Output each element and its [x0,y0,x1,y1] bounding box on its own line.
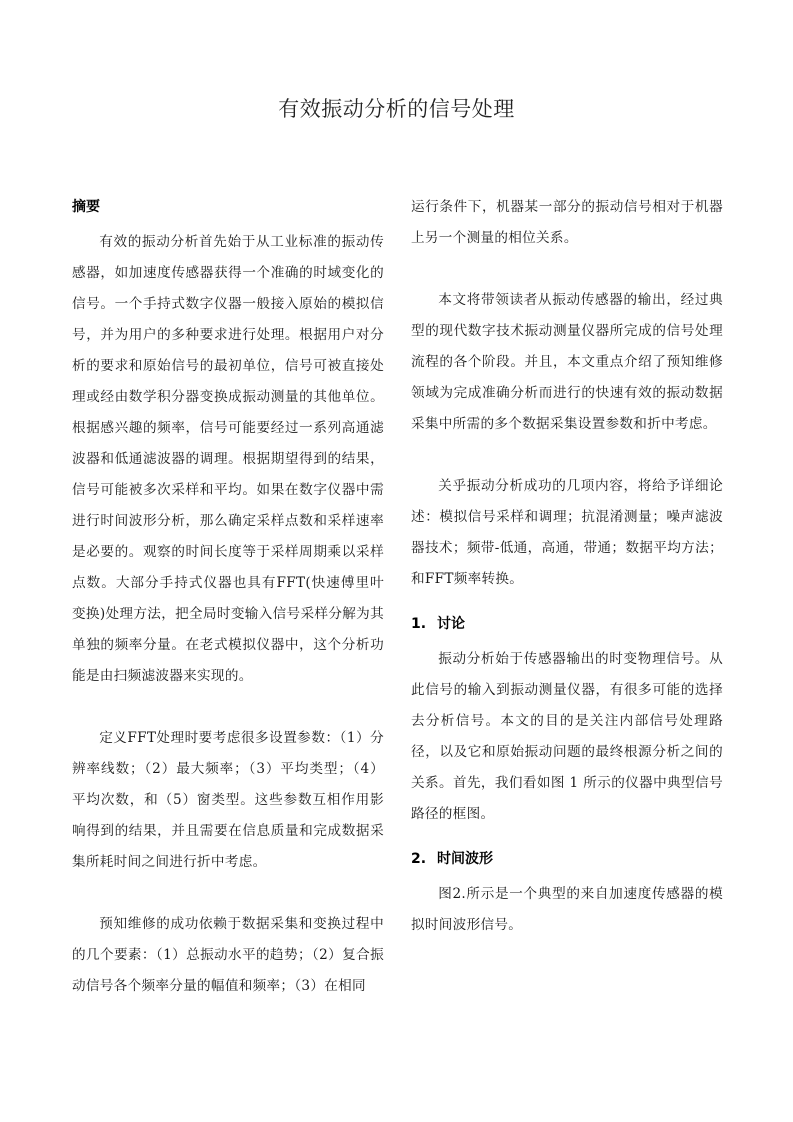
paragraph-spacer [72,878,384,909]
section-heading-time-waveform [411,848,723,870]
section-title: 时间波形 [437,851,493,867]
paragraph-spacer [411,440,723,471]
section-title: 讨论 [437,616,465,632]
abstract-paragraph-2: 定义FFT处理时要考虑很多设置参数：（1）分辨率线数；（2）最大频率；（3）平均类型；（4）平均次数，和（5）窗类型。这些参数互相作用影响得到的结果，并且需要在信息质量和完成数据采集所耗时间之间进行折中考虑。 [72,730,384,870]
paragraph-spacer [72,692,384,723]
paragraph-spacer [411,595,723,613]
abstract-paragraph-1: 有效的振动分析首先始于从工业标准的振动传感器，如加速度传感器获得一个准确的时域变化的信号。一个手持式数字仪器一般接入原始的模拟信号，并为用户的多种要求进行处理。根据用户对分析的要求和原始信号的最初单位，信号可被直接处理或经由数学积分器变换成振动测量的其他单位。根据感兴趣的频率，信号可能要经过一系列高通滤波器和低通滤波器的调理。根据期望得到的结果，信号可能被多次采样和平均。如果在数字仪器中需进行时间波形分析，那么确定采样点数和采样速率是必要的。观察的时间长度等于采样周期乘以采样点数。大部分手持式仪器也具有FFT(快速傅里叶变换)处理方法，把全局时变输入信号采样分解为其单独的频率分量。在老式模拟仪器中，这个分析功能是由扫频滤波器来实现的。 [72,234,384,684]
section-number: 1. [411,616,427,632]
abstract-heading: 摘要 [72,199,100,215]
right-column [411,196,723,941]
intro-paragraph-1: 本文将带领读者从振动传感器的输出，经过典型的现代数字技术振动测量仪器所完成的信号处理流程的各个阶段。并且，本文重点介绍了预知维修领域为完成准确分析而进行的快速有效的振动数据采集中所需的多个数据采集设置参数和折中考虑。 [411,292,723,432]
section-number: 2. [411,851,427,867]
paragraph-spacer [411,254,723,285]
page-title: 有效振动分析的信号处理 [278,97,515,121]
section-discussion-text: 振动分析始于传感器输出的时变物理信号。从此信号的输入到振动测量仪器，有很多可能的选择去分析信号。本文的目的是关注内部信号处理路径，以及它和原始振动问题的最终根源分析之间的关系。首先，我们看如图 1 所示的仪器中典型信号路径的框图。 [411,651,723,822]
abstract-paragraph-3-continuation: 运行条件下，机器某一部分的振动信号相对于机器上另一个测量的相位关系。 [411,199,723,246]
section-heading-discussion [411,613,723,635]
intro-paragraph-2: 关乎振动分析成功的几项内容，将给予详细论述：模拟信号采样和调理；抗混淆测量；噪声滤波器技术；频带-低通，高通，带通；数据平均方法；和FFT频率转换。 [411,478,723,587]
left-column [72,196,384,1002]
abstract-paragraph-3: 预知维修的成功依赖于数据采集和变换过程中的几个要素：（1）总振动水平的趋势；（2）复合振动信号各个频率分量的幅值和频率；（3）在相同 [72,916,384,994]
paragraph-spacer [411,830,723,848]
section-time-waveform-text: 图2.所示是一个典型的来自加速度传感器的模拟时间波形信号。 [411,886,723,933]
